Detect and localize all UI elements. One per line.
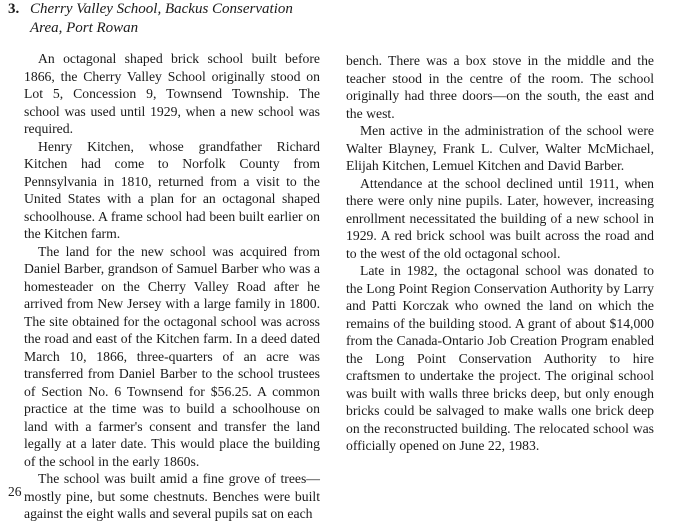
section-heading bbox=[8, 0, 338, 38]
paragraph: Men active in the administration of the school were Walter Blayney, Frank L. Culver, Walter McMichael, Elijah Kitchen, Lemuel Kitchen and David Barber. bbox=[346, 123, 654, 173]
paragraph: Attendance at the school declined until 1911, when there were only nine pupils. Later, however, increasing enrollment necessitated the building of a new school in 1929. A red brick school was built across the road and to the west of the old octagonal school. bbox=[346, 175, 654, 261]
section-title-line-1: Cherry Valley School, Backus Conservation bbox=[30, 1, 293, 17]
paragraph-continued: bench. There was a box stove in the middle and the teacher stood in the centre of the room. The school originally had three doors—on the south, the east and the west. bbox=[346, 53, 654, 121]
paragraph: The school was built amid a fine grove of trees—mostly pine, but some chestnuts. Benches were built against the eight walls and several pupils sat on each bbox=[24, 471, 320, 521]
section-title bbox=[30, 0, 310, 38]
paragraph: Henry Kitchen, whose grandfather Richard Kitchen had come to Norfolk County from Pennsylvania in 1810, returned from a visit to the United States with a plan for an octagonal shaped schoolhouse. A frame school had been built earlier on the Kitchen farm. bbox=[24, 138, 320, 241]
right-column bbox=[346, 52, 654, 455]
paragraph: The land for the new school was acquired from Daniel Barber, grandson of Samuel Barber who was a homesteader on the Cherry Valley Road after he arrived from New Jersey with a large family in 1800. The site obtained for the octagonal school was across the road and east of the Kitchen farm. In a deed dated March 10, 1866, three-quarters of an acre was transferred from Daniel Barber to the school trustees of Section No. 6 Townsend for $56.25. A common practice at the time was to build a schoolhouse on land with a farmer's consent and transfer the land legally at a later date. This would place the building of the school in the early 1860s. bbox=[24, 243, 320, 469]
left-column bbox=[24, 50, 320, 523]
paragraph: Late in 1982, the octagonal school was donated to the Long Point Region Conservation Authority by Larry and Patti Korczak who owned the land on which the remains of the building stood. A grant of about $14,000 from the Canada-Ontario Job Creation Program enabled the Long Point Conservation Authority to hire craftsmen to undertake the project. The original school was built with walls three bricks deep, but only enough bricks could be salvaged to make walls one brick deep on the reconstructed building. The relocated school was officially opened on June 22, 1983. bbox=[346, 263, 654, 453]
paragraph: An octagonal shaped brick school built before 1866, the Cherry Valley School originally stood on Lot 5, Concession 9, Townsend Township. The school was used until 1929, when a new school was required. bbox=[24, 51, 320, 136]
page-number: 26 bbox=[8, 484, 22, 499]
section-number: 3. bbox=[8, 1, 20, 17]
section-title-line-2: Area, Port Rowan bbox=[30, 20, 139, 36]
